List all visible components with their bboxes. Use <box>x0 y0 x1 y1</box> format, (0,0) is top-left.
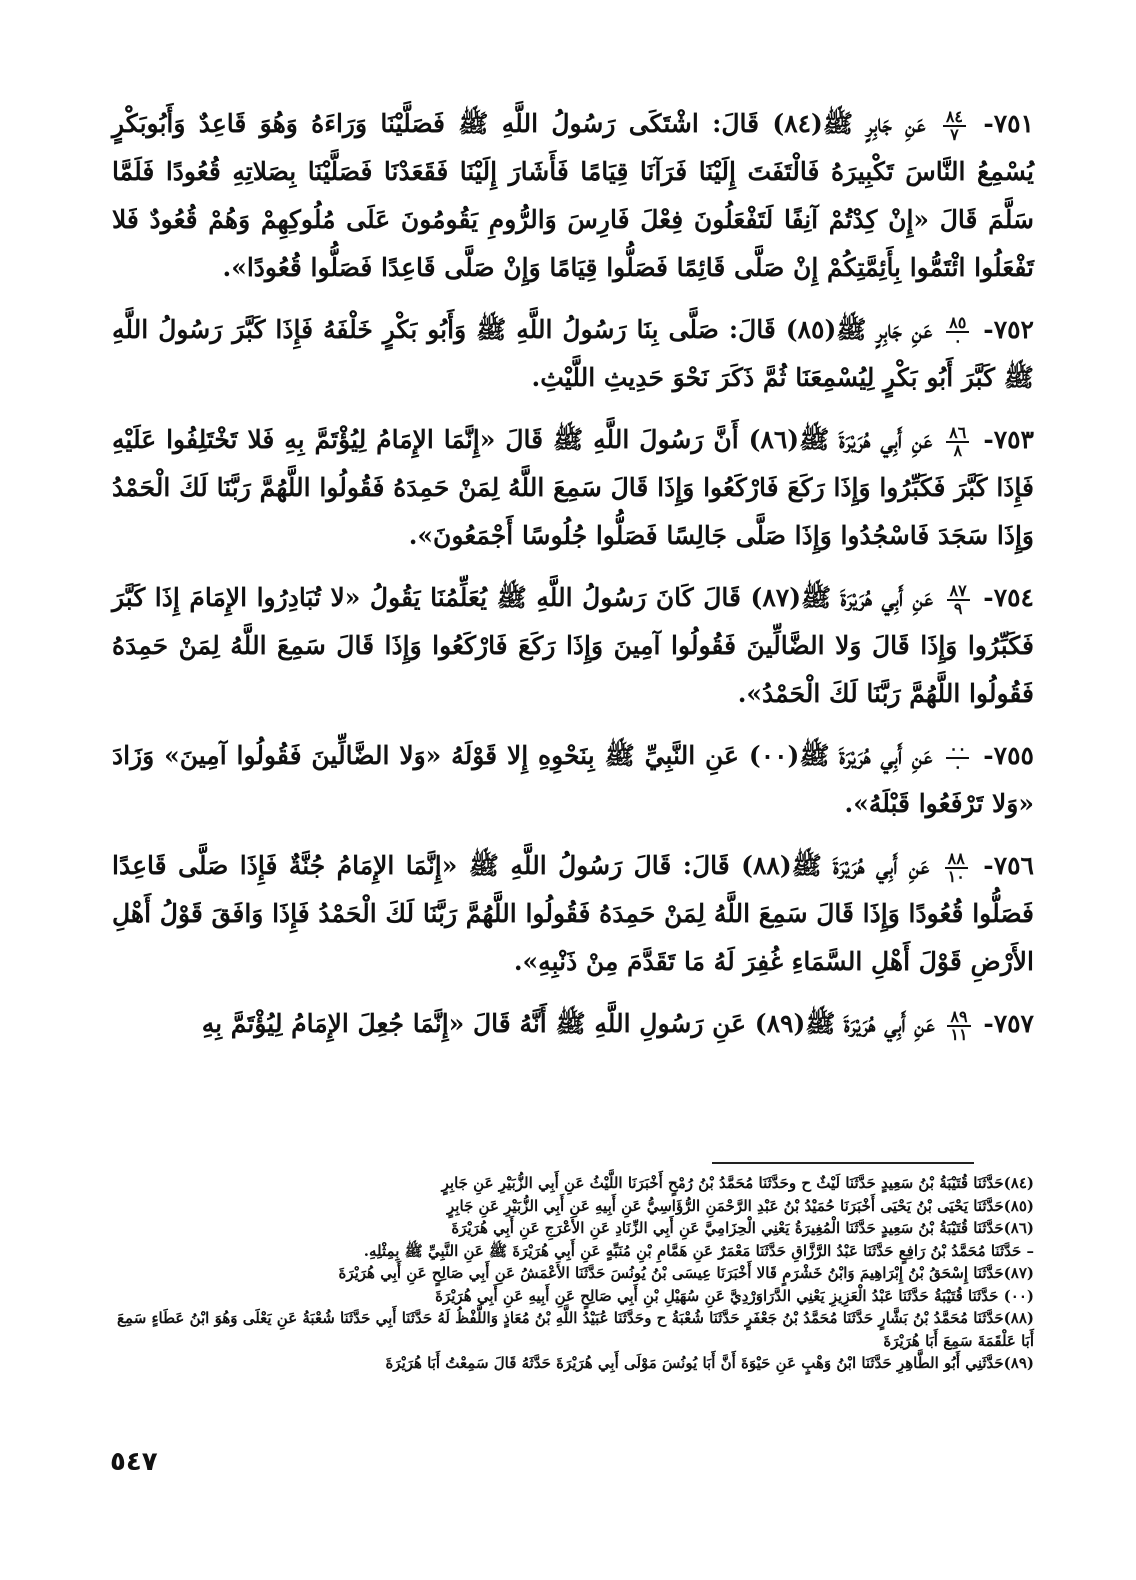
hadith-number: ٧٥٣- <box>983 425 1034 454</box>
cross-reference-fraction: $\frac{٨٦}{٨}$ <box>946 425 969 459</box>
cross-reference-fraction: $\frac{٨٧}{٩}$ <box>947 583 970 617</box>
footnote: – حَدَّثَنَا مُحَمَّدُ بْنُ رَافِعٍ حَدَّثَنَا عَبْدُ الرَّزَّاقِ حَدَّثَنَا مَعْمَرٌ عَنِ هَمَّامِ بْنِ مُنَبِّهٍ عَنِ أَبِي هُرَيْرَةَ ﷺ عَنِ النَّبِيِّ ﷺ بِمِثْلِهِ. <box>363 1241 1034 1260</box>
cross-reference-fraction: $\frac{٨٥}{٠}$ <box>946 315 969 349</box>
hadith-number: ٧٥١- <box>983 109 1034 138</box>
hadith-number: ٧٥٤- <box>983 583 1034 612</box>
hadith-text: عَنِ أَبِي هُرَيْرَةَ ﷺ(٨٧) قَالَ كَانَ رَسُولُ اللَّهِ ﷺ يُعَلِّمُنَا يَقُولُ «لا تُبَادِرُوا الإِمَامَ إِذَا كَبَّرَ فَكَبِّرُوا وَإِذَا قَالَ وَلا الضَّالِّينَ فَقُولُوا آمِينَ وَإِذَا رَكَعَ فَارْكَعُوا وَإِذَا قَالَ سَمِعَ اللَّهُ لِمَنْ حَمِدَهُ فَقُولُوا اللَّهُمَّ رَبَّنَا لَكَ الْحَمْدُ». <box>112 583 1034 708</box>
footnote: (٨٨)حَدَّثَنَا مُحَمَّدُ بْنُ بَشَّارٍ حَدَّثَنَا مُحَمَّدُ بْنُ جَعْفَرٍ حَدَّثَنَا شُعْبَةُ ح وحَدَّثَنَا عُبَيْدُ اللَّهِ بْنُ مُعَاذٍ وَاللَّفْظُ لَهُ حَدَّثَنَا أَبِي حَدَّثَنَا شُعْبَةُ عَنِ يَعْلَى وَهُوَ ابْنُ عَطَاءٍ سَمِعَ أَبَا عَلْقَمَةَ سَمِعَ أَبَا هُرَيْرَةَ <box>117 1309 1034 1350</box>
cross-reference-fraction: $\frac{٨٩}{١١}$ <box>947 1009 970 1043</box>
footnote: (٨٦)حَدَّثَنَا قُتَيْبَةُ بْنُ سَعِيدٍ حَدَّثَنَا الْمُغِيرَةُ يَعْنِي الْحِزَامِيَّ عَنِ أَبِي الزِّنَادِ عَنِ الأَعْرَجِ عَنِ أَبِي هُرَيْرَةَ <box>451 1219 1034 1237</box>
footnote-divider <box>712 1162 974 1164</box>
hadith-number: ٧٥٧- <box>983 1009 1034 1038</box>
footnote: (٨٧)حَدَّثَنَا إِسْحَقُ بْنُ إِبْرَاهِيمَ وَابْنُ خَشْرَمٍ قَالا أَخْبَرَنَا عِيسَى بْنُ يُونُسَ حَدَّثَنَا الأَعْمَشُ عَنِ أَبِي صَالِحٍ عَنِ أَبِي هُرَيْرَةَ <box>338 1264 1034 1282</box>
footnotes <box>112 1172 1034 1375</box>
footnote: (٨٩)حَدَّثَنِي أَبُو الطَّاهِرِ حَدَّثَنَا ابْنُ وَهْبٍ عَنِ حَيْوَةَ أَنَّ أَبَا يُونُسَ مَوْلَى أَبِي هُرَيْرَةَ حَدَّثَهُ قَالَ سَمِعْتُ أَبَا هُرَيْرَةَ <box>385 1354 1034 1372</box>
footnote: (٨٤)حَدَّثَنَا قُتَيْبَةُ بْنُ سَعِيدٍ حَدَّثَنَا لَيْثٌ ح وحَدَّثَنَا مُحَمَّدُ بْنُ رُمْحٍ أَخْبَرَنَا اللَّيْثُ عَنِ أَبِي الزُّبَيْرِ عَنِ جَابِرٍ <box>441 1174 1034 1192</box>
hadith-756 <box>112 842 1034 986</box>
hadith-755 <box>112 732 1034 828</box>
hadith-number: ٧٥٥- <box>983 741 1034 770</box>
cross-reference-fraction: $\frac{٠٠}{٠}$ <box>946 741 969 775</box>
hadith-text: عَنِ جَابِرٍ ﷺ(٨٥) قَالَ: صَلَّى بِنَا رَسُولُ اللَّهِ ﷺ وَأَبُو بَكْرٍ خَلْفَهُ فَإِذَا كَبَّرَ رَسُولُ اللَّهِ ﷺ كَبَّرَ أَبُو بَكْرٍ لِيُسْمِعَنَا ثُمَّ ذَكَرَ نَحْوَ حَدِيثِ اللَّيْثِ. <box>112 315 1034 392</box>
hadith-text: عَنِ أَبِي هُرَيْرَةَ ﷺ(٨٦) أَنَّ رَسُولَ اللَّهِ ﷺ قَالَ «إِنَّمَا الإِمَامُ لِيُؤْتَمَّ بِهِ فَلا تَخْتَلِفُوا عَلَيْهِ فَإِذَا كَبَّرَ فَكَبِّرُوا وَإِذَا رَكَعَ فَارْكَعُوا وَإِذَا قَالَ سَمِعَ اللَّهُ لِمَنْ حَمِدَهُ فَقُولُوا اللَّهُمَّ رَبَّنَا لَكَ الْحَمْدُ وَإِذَا سَجَدَ فَاسْجُدُوا وَإِذَا صَلَّى جَالِسًا فَصَلُّوا جُلُوسًا أَجْمَعُونَ». <box>112 425 1034 550</box>
hadith-text: عَنِ أَبِي هُرَيْرَةَ ﷺ(٠٠) عَنِ النَّبِيِّ ﷺ بِنَحْوِهِ إِلا قَوْلَهُ «وَلا الضَّالِّينَ فَقُولُوا آمِينَ» وَزَادَ «وَلا تَرْفَعُوا قَبْلَهُ». <box>112 741 1034 818</box>
hadith-number: ٧٥٦- <box>983 851 1034 880</box>
main-text <box>112 100 1034 1062</box>
hadith-751 <box>112 100 1034 292</box>
hadith-752 <box>112 306 1034 402</box>
hadith-757 <box>112 1000 1034 1048</box>
page-number: ٥٤٧ <box>110 1447 158 1477</box>
footnote: (٠٠) حَدَّثَنَا قُتَيْبَةُ حَدَّثَنَا عَبْدُ الْعَزِيزِ يَعْنِي الدَّرَاوَرْدِيَّ عَنِ سُهَيْلِ بْنِ أَبِي صَالِحٍ عَنِ أَبِيهِ عَنِ أَبِي هُرَيْرَةَ <box>435 1286 1034 1305</box>
cross-reference-fraction: $\frac{٨٤}{٧}$ <box>943 109 966 143</box>
hadith-754 <box>112 574 1034 718</box>
hadith-753 <box>112 416 1034 560</box>
footnote: (٨٥)حَدَّثَنَا يَحْيَى بْنُ يَحْيَى أَخْبَرَنَا حُمَيْدُ بْنُ عَبْدِ الرَّحْمَنِ الرُّؤَاسِيُّ عَنِ أَبِيهِ عَنِ أَبِي الزُّبَيْرِ عَنِ جَابِرٍ <box>447 1196 1034 1215</box>
cross-reference-fraction: $\frac{٨٨}{١٠}$ <box>945 851 968 885</box>
hadith-text: عَنِ أَبِي هُرَيْرَةَ ﷺ(٨٨) قَالَ: قَالَ رَسُولُ اللَّهِ ﷺ «إِنَّمَا الإِمَامُ جُنَّةٌ فَإِذَا صَلَّى قَاعِدًا فَصَلُّوا قُعُودًا وَإِذَا قَالَ سَمِعَ اللَّهُ لِمَنْ حَمِدَهُ فَقُولُوا اللَّهُمَّ رَبَّنَا لَكَ الْحَمْدُ فَإِذَا وَافَقَ قَوْلُ أَهْلِ الأَرْضِ قَوْلَ أَهْلِ السَّمَاءِ غُفِرَ لَهُ مَا تَقَدَّمَ مِنْ ذَنْبِهِ». <box>112 851 1034 976</box>
hadith-number: ٧٥٢- <box>983 315 1034 344</box>
hadith-text: عَنِ جَابِرٍ ﷺ(٨٤) قَالَ: اشْتَكَى رَسُولُ اللَّهِ ﷺ فَصَلَّيْنَا وَرَاءَهُ وَهُوَ قَاعِدٌ وَأَبُوبَكْرٍ يُسْمِعُ النَّاسَ تَكْبِيرَهُ فَالْتَفَتَ إِلَيْنَا فَرَآنَا قِيَامًا فَأَشَارَ إِلَيْنَا فَقَعَدْنَا فَصَلَّيْنَا بِصَلاتِهِ قُعُودًا فَلَمَّا سَلَّمَ قَالَ «إِنْ كِدْتُمْ آنِفًا لَتَفْعَلُونَ فِعْلَ فَارِسَ وَالرُّومِ يَقُومُونَ عَلَى مُلُوكِهِمْ وَهُمْ قُعُودٌ فَلا تَفْعَلُوا ائْتَمُّوا بِأَئِمَّتِكُمْ إِنْ صَلَّى قَائِمًا فَصَلُّوا قِيَامًا وَإِنْ صَلَّى قَاعِدًا فَصَلُّوا قُعُودًا». <box>112 109 1034 282</box>
hadith-text: عَنِ أَبِي هُرَيْرَةَ ﷺ(٨٩) عَنِ رَسُولِ اللَّهِ ﷺ أَنَّهُ قَالَ «إِنَّمَا جُعِلَ الإِمَامُ لِيُؤْتَمَّ بِهِ <box>201 1009 935 1038</box>
